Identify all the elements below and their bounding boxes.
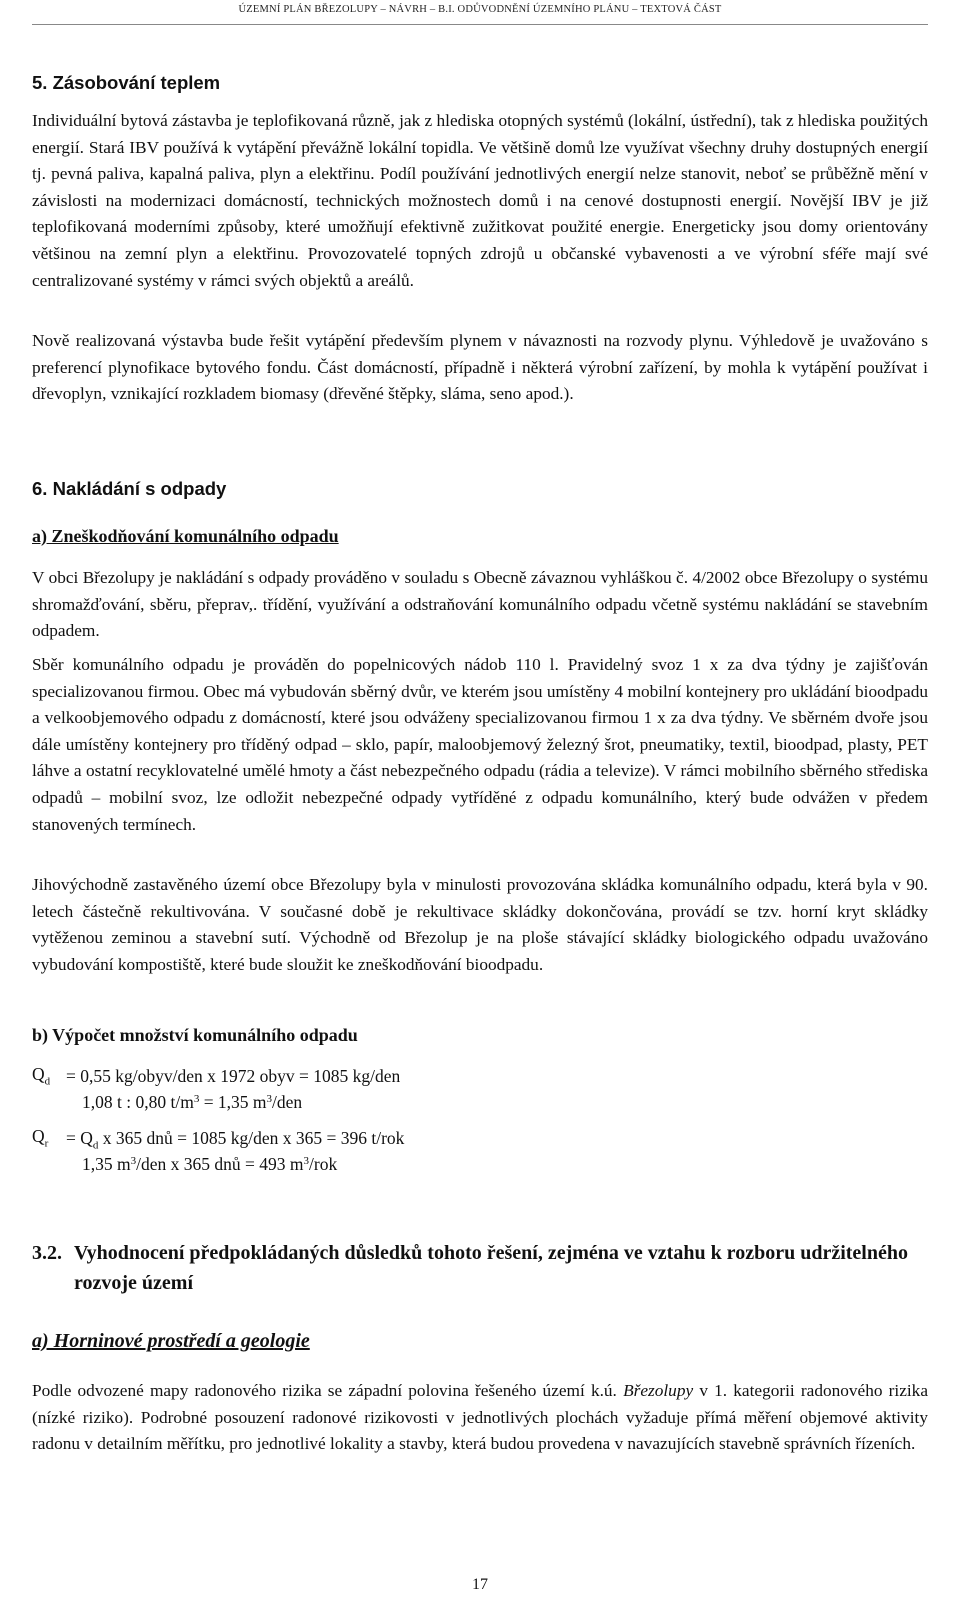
qd-line-1: = 0,55 kg/obyv/den x 1972 obyv = 1085 kg/den (66, 1066, 401, 1086)
section-3-2-heading: Vyhodnocení předpokládaných důsledků tohoto řešení, zejména ve vztahu k rozboru udržitelného rozvoje území (74, 1242, 908, 1294)
section-6-paragraph-2 (32, 652, 928, 838)
geology-paragraph: Podle odvozené mapy radonového rizika se západní polovina řešeného území k.ú. Březolupy v 1. kategorii radonového rizika (nízké riziko). Podrobné posouzení radonové rizikovosti v jednotlivých plochách vyžaduje přímá měření objemové aktivity radonu v detailním měřítku, pro jednotlivé lokality a stavby, která budou provedena v navazujících stavebně správních řízeních. (32, 1381, 928, 1454)
subsection-a-title (32, 526, 339, 547)
section-5-paragraph-1 (32, 108, 928, 294)
subsection-a-heading: a) Zneškodňování komunálního odpadu (32, 526, 339, 546)
subsection-geology-title (32, 1330, 310, 1353)
section-6-paragraph-3 (32, 872, 928, 978)
section-6-title (32, 478, 226, 500)
section-5-paragraph-1-text: Individuální bytová zástavba je teplofikovaná různě, jak z hlediska otopných systémů (lokální, ústřední), tak z hlediska použitých energií. Stará IBV používá k vytápění převážně lokální topidla. Ve většině domů lze využívat všechny druhy dostupných energií tj. pevná paliva, kapalná paliva, plyn a elektřinu. Podíl používání jednotlivých energií nelze stanovit, neboť se průběžně mění v závislosti na modernizaci domácností, technických možnostech domů i na cenové dostupnosti energií. Novější IBV je již teplofikovaná moderními způsoby, které umožňují efektivně zužitkovat použité energie. Energeticky jsou domy orientovány většinou na zemní plyn a elektřinu. Provozovatelé topných zdrojů u občanské vybavenosti a ve výrobní sféře mají své centralizované systémy v rámci svých objektů a areálů. (32, 111, 928, 290)
page-header: ÚZEMNÍ PLÁN BŘEZOLUPY – NÁVRH – B.I. ODŮVODNĚNÍ ÚZEMNÍHO PLÁNU – TEXTOVÁ ČÁST (238, 4, 722, 15)
section-6-heading: Nakládání s odpady (52, 478, 227, 499)
subsection-geology-heading: a) Horninové prostředí a geologie (32, 1330, 310, 1352)
section-3-2-number: 3.2. (32, 1242, 62, 1264)
section-6-paragraph-1 (32, 565, 928, 645)
section-3-2-title (32, 1238, 928, 1298)
section-5-title: 5. Zásobování teplem (32, 72, 221, 93)
qr-line-2: 1,35 $m^3$/den x 365 dnů = 493 $m^3$/rok (82, 1154, 338, 1174)
qr-symbol: $Q_r$ (32, 1126, 49, 1150)
qr-line-1: = $Q_d$ x 365 dnů = 1085 kg/den x 365 = 396 t/rok (66, 1128, 405, 1152)
header-divider (32, 24, 928, 25)
geology-place-name: Březolupy (623, 1381, 694, 1400)
section-5-paragraph-2 (32, 328, 928, 408)
qd-line-2: 1,08 t : 0,80 $t/m^3 = 1,35$ $m^3$/den (82, 1092, 303, 1112)
section-6-paragraph-1-text: V obci Březolupy je nakládání s odpady prováděno v souladu s Obecně závaznou vyhláškou č. 4/2002 obce Březolupy o systému shromažďování, sběru, přeprav,. třídění, využívání a odstraňování komunálního odpadu včetně systému nakládání se stavebním odpadem. (32, 568, 928, 641)
qd-symbol: $Q_d$ (32, 1064, 51, 1088)
section-5-paragraph-2-text: Nově realizovaná výstavba bude řešit vytápění především plynem v návaznosti na rozvody plynu. Výhledově je uvažováno s preferencí plynofikace bytového fondu. Část domácností, případně i některá výrobní zařízení, by mohla k vytápění používat i dřevoplyn, vznikající rozkladem biomasy (dřevěné štěpky, sláma, seno apod.). (32, 331, 928, 404)
page-number: 17 (472, 1576, 488, 1593)
subsection-b-title: b) Výpočet množství komunálního odpadu (32, 1025, 358, 1045)
section-6-paragraph-3-text: Jihovýchodně zastavěného území obce Březolupy byla v minulosti provozována skládka komunálního odpadu, která byla v 90. letech částečně rekultivována. V současné době je rekultivace skládky dokončována, provádí se tzv. horní kryt skládky vytěženou zeminou a stavební sutí. Východně od Březolup je na ploše stávající skládky biologického odpadu uvažováno vybudování kompostiště, které bude sloužit ke zneškodňování bioodpadu. (32, 875, 928, 974)
section-6-paragraph-2-text: Sběr komunálního odpadu je prováděn do popelnicových nádob 110 l. Pravidelný svoz 1 x za dva týdny je zajišťován specializovanou firmou. Obec má vybudován sběrný dvůr, ve kterém jsou umístěny 4 mobilní kontejnery pro ukládání bioodpadu a velkoobjemového odpadu z domácností, které jsou odváženy specializovanou firmou 1 x za dva týdny. Ve sběrném dvoře jsou dále umístěny kontejnery pro tříděný odpad – sklo, papír, maloobjemový železný šrot, pneumatiky, textil, bioodpad, plasty, PET láhve a ostatní recyklovatelné umělé hmoty a část nebezpečného odpadu (rádia a televize). V rámci mobilního sběrného střediska odpadů – mobilní svoz, lze odložit nebezpečné odpady vytříděné z odpadu komunálního, který bude odvážen v předem stanovených termínech. (32, 655, 928, 834)
section-6-number: 6. (32, 478, 48, 499)
